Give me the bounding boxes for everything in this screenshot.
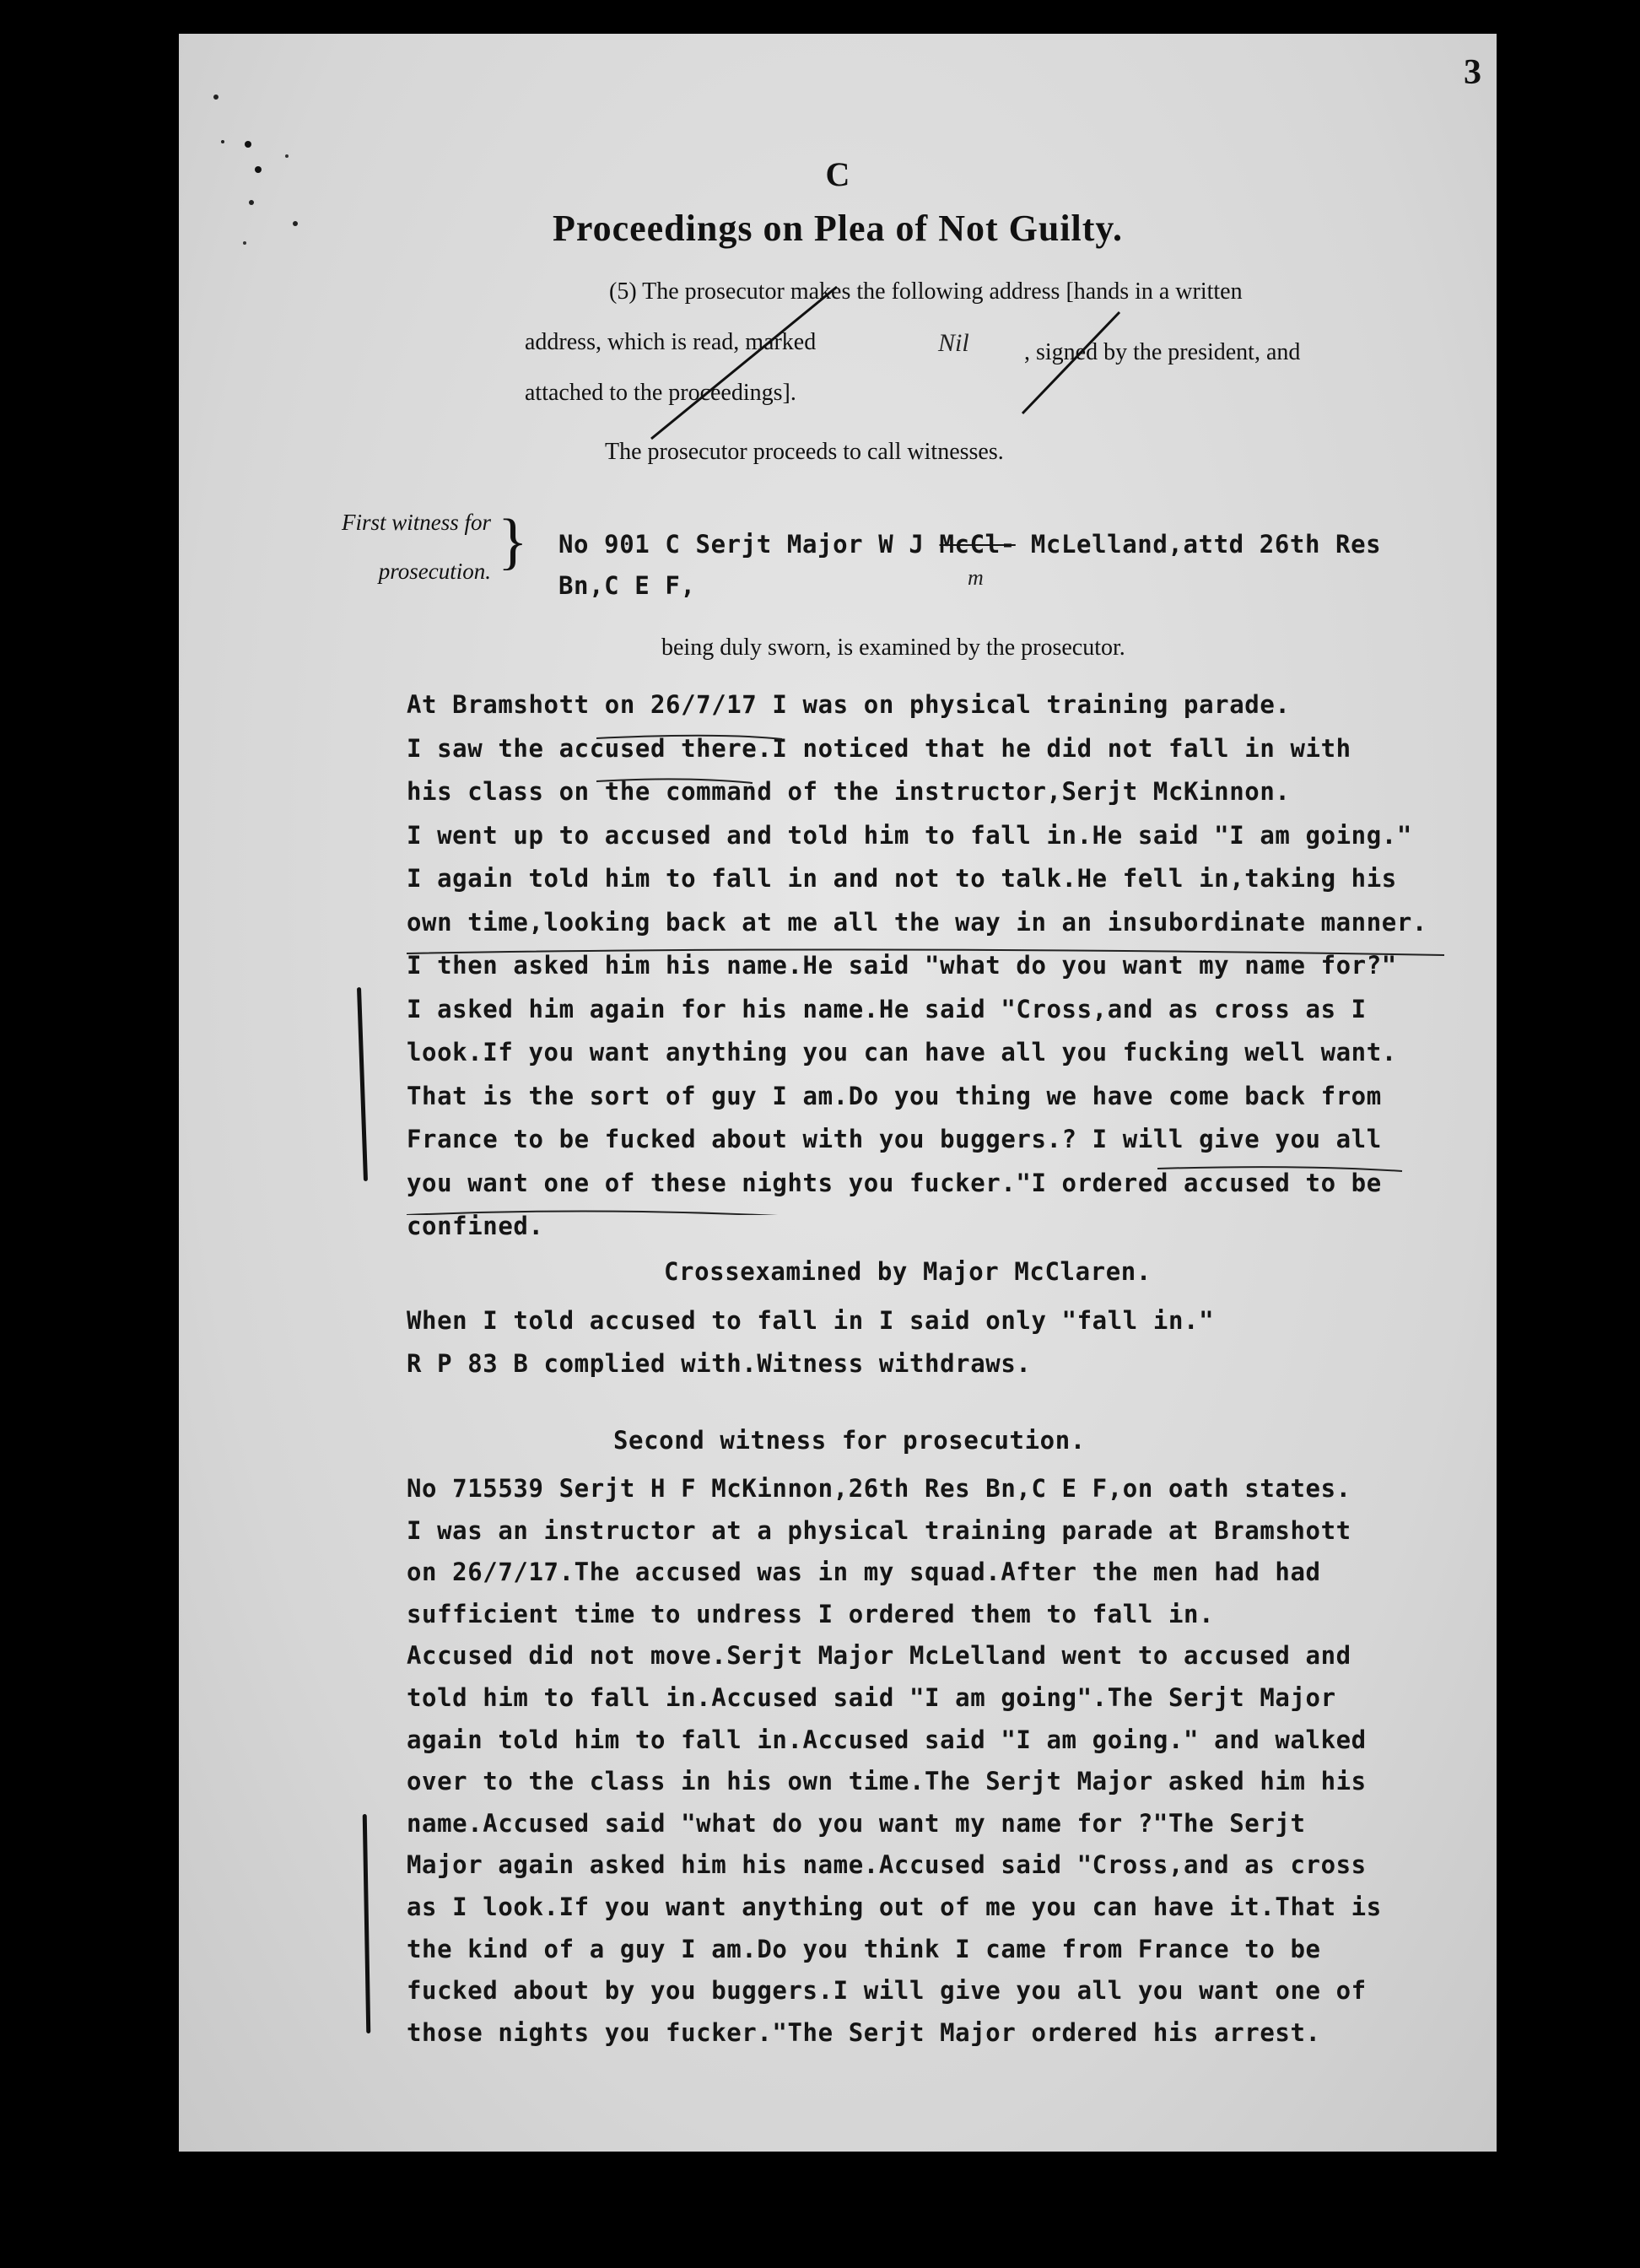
testimony-line: No 715539 Serjt H F McKinnon,26th Res Bn,C E F,on oath states. [407,1474,1351,1503]
cross-heading: Crossexamined by Major McClaren. [664,1257,1152,1286]
testimony-line: you want one of these nights you fucker."I ordered accused to be [407,1168,1382,1197]
testimony-line: I saw the accused there.I noticed that he did not fall in with [407,733,1351,763]
testimony-line: told him to fall in.Accused said "I am going".The Serjt Major [407,1682,1336,1712]
testimony-line: own time,looking back at me all the way in an insubordinate manner. [407,907,1427,937]
witness1-header-before: No 901 C Serjt Major W J [558,530,940,559]
testimony-line: confined. [407,1212,544,1240]
testimony-line: the kind of a guy I am.Do you think I came from France to be [407,1934,1321,1963]
testimony-line: At Bramshott on 26/7/17 I was on physical training parade. [407,690,1291,719]
testimony-line: Major again asked him his name.Accused said "Cross,and as cross [407,1850,1367,1880]
testimony-line: France to be fucked about with you buggers.? I will give you all [407,1125,1382,1153]
para5-line1: (5) The prosecutor makes the following address [hands in a written [609,278,1243,305]
cross-line: When I told accused to fall in I said only "fall in." [407,1306,1215,1335]
form-letter: C [825,155,850,193]
witness1-header-after: McLelland,attd 26th Res [1015,530,1382,559]
testimony-line: name.Accused said "what do you want my name for ?"The Serjt [407,1808,1306,1838]
margin-brace: } [498,507,528,576]
testimony-line: on 26/7/17.The accused was in my squad.After the men had had [407,1558,1321,1587]
testimony-underlines [179,34,1497,1215]
testimony-line: his class on the command of the instructor,Serjt McKinnon. [407,777,1291,806]
testimony-line: I again told him to fall in and not to talk.He fell in,taking his [407,864,1397,893]
sworn-statement: being duly sworn, is examined by the prosecutor. [661,634,1125,661]
witness2-testimony [407,1468,1382,2054]
witness2-heading: Second witness for prosecution. [613,1426,1086,1455]
testimony-line: look.If you want anything you can have all you fucking well want. [407,1038,1397,1066]
testimony-line: fucked about by you buggers.I will give you all you want one of [407,1976,1367,2006]
page-title: Proceedings on Plea of Not Guilty. [552,208,1124,249]
testimony-line: I was an instructor at a physical training parade at Bramshott [407,1515,1351,1545]
para5-line2a: address, which is read, marked [525,329,817,355]
first-witness-label-line2: prosecution. [378,559,491,584]
marked-value-handwritten: Nil [938,329,969,357]
testimony-line: I went up to accused and told him to fall in.He said "I am going." [407,820,1412,850]
testimony-line: as I look.If you want anything out of me you can have it.That is [407,1892,1382,1921]
testimony-line: sufficient time to undress I ordered them to fall in. [407,1599,1215,1628]
testimony-line: over to the class in his own time.The Serjt Major asked him his [407,1767,1367,1796]
testimony-line: those nights you fucker."The Serjt Major ordered his arrest. [407,2017,1321,2047]
call-witnesses: The prosecutor proceeds to call witnesses. [605,439,1004,465]
para5-line3: attached to the proceedings]. [525,380,796,406]
document-page [179,34,1497,2152]
witness1-header-struck: McCl- [939,530,1016,559]
cross-line: R P 83 B complied with.Witness withdraws. [407,1349,1032,1378]
page-number: 3 [1464,53,1481,92]
testimony-line: I then asked him his name.He said "what do you want my name for?" [407,951,1397,980]
testimony-line: That is the sort of guy I am.Do you thing we have come back from [407,1081,1382,1110]
margin-mark-bar [363,1814,371,2033]
cross-lines [407,1299,1214,1385]
para5-line2b: , signed by the president, and [1024,339,1301,365]
testimony-line: again told him to fall in.Accused said "I am going." and walked [407,1725,1367,1754]
first-witness-label-line1: First witness for [341,510,491,535]
witness1-header-line2: Bn,C E F, [558,571,696,600]
testimony-line: Accused did not move.Serjt Major McLelland went to accused and [407,1641,1351,1671]
testimony-line: I asked him again for his name.He said "Cross,and as cross as I [407,994,1367,1023]
witness1-header-insert: m [968,565,984,590]
